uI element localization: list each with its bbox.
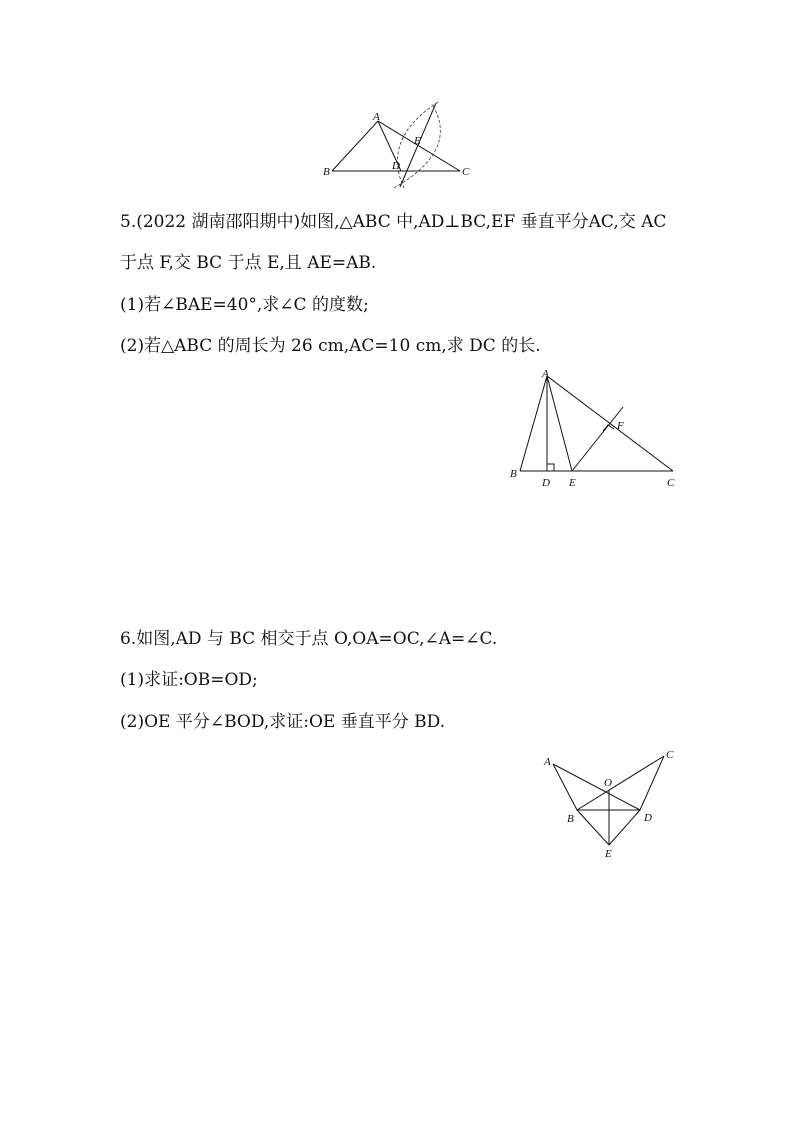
label-E: E <box>414 135 421 147</box>
right-angle-mark-d <box>547 464 554 471</box>
label-E: E <box>605 848 612 860</box>
problem5-part2: (2)若△ABC 的周长为 26 cm,AC=10 cm,求 DC 的长. <box>120 336 541 356</box>
label-A: A <box>542 368 549 380</box>
label-F: F <box>617 420 624 432</box>
label-A: A <box>373 111 380 123</box>
problem5-line1: 5.(2022 湖南邵阳期中)如图,△ABC 中,AD⊥BC,EF 垂直平分AC,交 AC <box>120 212 667 232</box>
label-D: D <box>542 477 550 489</box>
segment-be <box>577 810 609 845</box>
figure-triangle-perpendicular-bisector <box>505 365 685 495</box>
label-D: D <box>644 812 652 824</box>
segment-ae <box>547 376 572 471</box>
problem5-line2: 于点 F,交 BC 于点 E,且 AE=AB. <box>120 253 377 273</box>
triangle-abc <box>520 376 673 471</box>
label-C: C <box>462 166 470 178</box>
segment-de <box>609 810 640 845</box>
label-O: O <box>604 777 612 789</box>
label-B: B <box>510 468 517 480</box>
label-D: D <box>392 160 400 172</box>
label-A: A <box>544 756 551 768</box>
figure-bow-tie <box>538 742 688 862</box>
problem6-line1: 6.如图,AD 与 BC 相交于点 O,OA=OC,∠A=∠C. <box>120 629 498 649</box>
label-E: E <box>569 477 576 489</box>
problem6-part1: (1)求证:OB=OD; <box>120 670 258 690</box>
problem5-part1: (1)若∠BAE=40°,求∠C 的度数; <box>120 295 369 315</box>
perpendicular-bisector-ef <box>572 407 623 471</box>
label-B: B <box>567 813 574 825</box>
problem6-part2: (2)OE 平分∠BOD,求证:OE 垂直平分 BD. <box>120 712 446 732</box>
label-B: B <box>323 166 330 178</box>
figure-construction <box>320 100 480 195</box>
label-C: C <box>667 477 675 489</box>
label-C: C <box>666 749 674 761</box>
